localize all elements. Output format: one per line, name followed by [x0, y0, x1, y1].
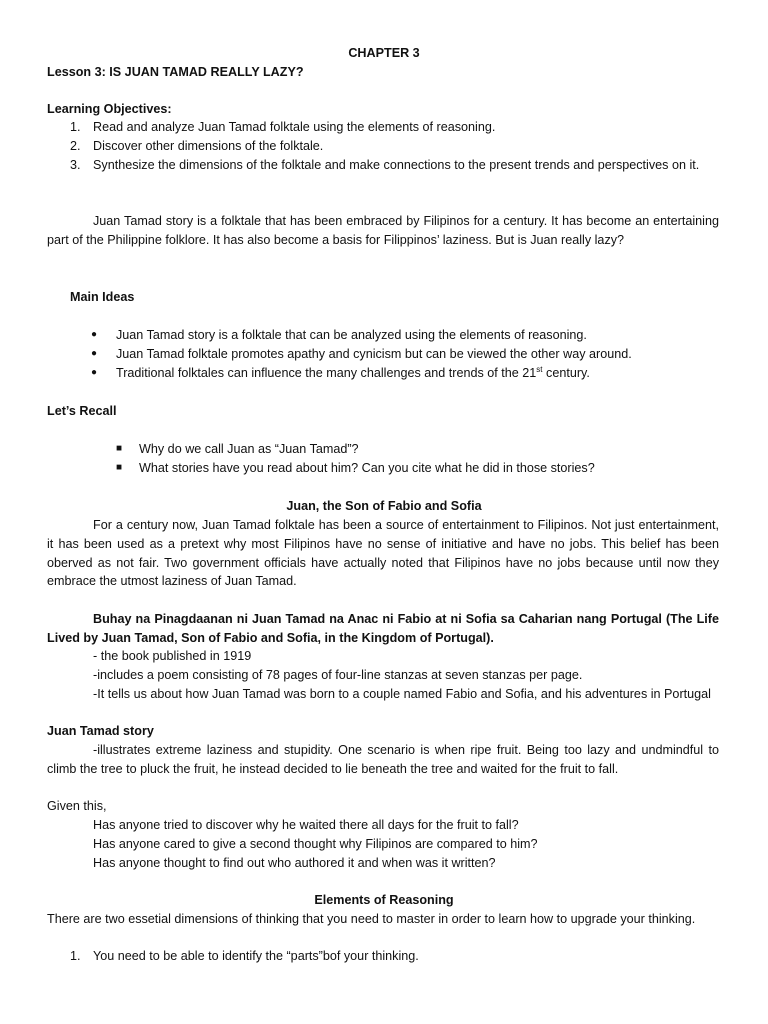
lesson-title: Lesson 3: IS JUAN TAMAD REALLY LAZY? — [47, 65, 304, 79]
objective-item: Read and analyze Juan Tamad folktale using the elements of reasoning. — [93, 120, 496, 134]
objective-item: Synthesize the dimensions of the folktale and make connections to the present trends and perspectives on it. — [93, 158, 700, 172]
recall-item: Why do we call Juan as “Juan Tamad”? — [139, 442, 359, 456]
chapter-heading: CHAPTER 3 — [348, 46, 420, 60]
objective-item: Discover other dimensions of the folktale. — [93, 139, 324, 153]
objective-number: 2. — [70, 139, 81, 153]
bullet-icon: ■ — [116, 462, 123, 473]
story-paragraph: -illustrates extreme laziness and stupidity. One scenario is when ripe fruit. Being too lazy and undmindful to climb the tree to pluck the fruit, he instead decided to lie beneath the tree and waited for the fruit to fall. — [47, 743, 719, 776]
bullet-icon: ● — [91, 329, 98, 340]
recall-heading: Let’s Recall — [47, 404, 117, 418]
book-title: Buhay na Pinagdaanan ni Juan Tamad na Anac ni Fabio at ni Sofia sa Caharian nang Portugal (The Life Lived by Juan Tamad, Son of Fabio and Sofia, in the Kingdom of Portugal). — [47, 612, 719, 645]
main-idea-text-end: century. — [542, 366, 590, 380]
book-note: -It tells us about how Juan Tamad was born to a couple named Fabio and Sofia, and his adventures in Portugal — [93, 687, 711, 701]
story-heading: Juan Tamad story — [47, 724, 154, 738]
bullet-icon: ■ — [116, 443, 123, 454]
superscript-st: st — [536, 364, 543, 374]
main-ideas-heading: Main Ideas — [70, 290, 135, 304]
section-title: Juan, the Son of Fabio and Sofia — [286, 499, 482, 513]
book-note: -includes a poem consisting of 78 pages of four-line stanzas at seven stanzas per page. — [93, 668, 583, 682]
question-item: Has anyone tried to discover why he waited there all days for the fruit to fall? — [93, 818, 519, 832]
book-note: - the book published in 1919 — [93, 649, 252, 663]
main-idea-text: Traditional folktales can influence the many challenges and trends of the 21 — [116, 366, 537, 380]
intro-paragraph: Juan Tamad story is a folktale that has been embraced by Filipinos for a century. It has become an entertaining part of the Philippine folklore. It has also become a basis for Filippinos’ laziness. But is Juan really lazy? — [47, 214, 719, 247]
recall-item: What stories have you read about him? Can you cite what he did in those stories? — [139, 461, 595, 475]
question-item: Has anyone thought to find out who authored it and when was it written? — [93, 856, 496, 870]
main-idea-item — [116, 364, 590, 383]
objective-number: 1. — [70, 120, 81, 134]
bullet-icon: ● — [91, 348, 98, 359]
main-idea-item: Juan Tamad story is a folktale that can be analyzed using the elements of reasoning. — [116, 328, 587, 342]
objectives-heading: Learning Objectives: — [47, 102, 172, 116]
objective-number: 3. — [70, 158, 81, 172]
elements-item: You need to be able to identify the “parts”bof your thinking. — [93, 949, 419, 963]
elements-paragraph: There are two essetial dimensions of thinking that you need to master in order to learn how to upgrade your thinking. — [47, 912, 696, 926]
elements-number: 1. — [70, 949, 81, 963]
bullet-icon: ● — [91, 367, 98, 378]
main-idea-item: Juan Tamad folktale promotes apathy and cynicism but can be viewed the other way around. — [116, 347, 632, 361]
section-paragraph: For a century now, Juan Tamad folktale has been a source of entertainment to Filipinos. Not just entertainment, it has been used as a pretext why most Filipinos have no sense of initiative and have no jobs. This belief has been oberved as not fair. Two government officials have actually noted that Filipinos have no jobs because until now they embrace the utmost laziness of Juan Tamad. — [47, 518, 719, 589]
given-lead: Given this, — [47, 799, 107, 813]
question-item: Has anyone cared to give a second thought why Filipinos are compared to him? — [93, 837, 538, 851]
elements-title: Elements of Reasoning — [314, 893, 454, 907]
